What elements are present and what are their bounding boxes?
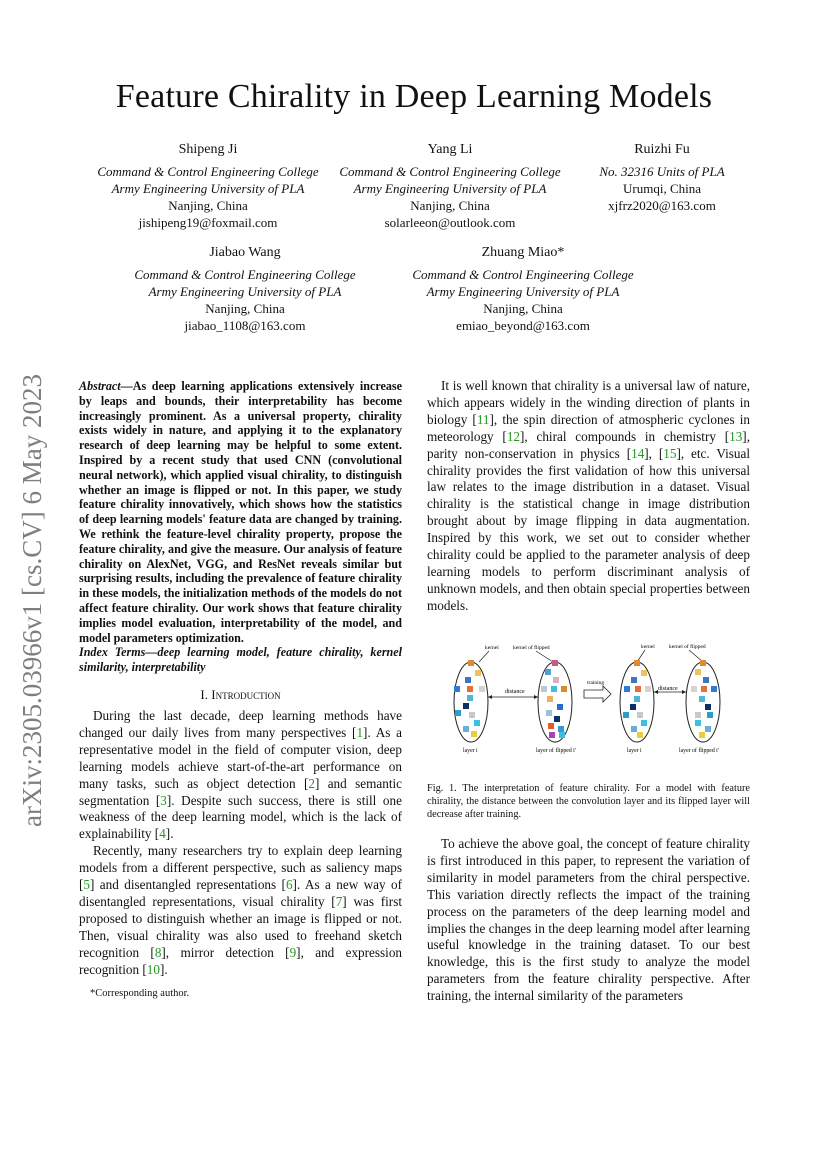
kernel-label: kernel <box>485 645 499 651</box>
citation-link[interactable]: 15 <box>663 445 677 461</box>
author-affiliation: No. 32316 Units of PLA <box>599 164 725 179</box>
paragraph: To achieve the above goal, the concept of feature chirality is first introduced in this paper, to represent the variation of similarity in model parameters from the chiral perspective. This variation directly reflects the impact of the training process on the parameters of the deep learning model and implies the changes in the deep learning model after learning useful knowledge in the training dataset. To our best knowledge, this is the first study to analyze the model parameters from the feature chirality perspective. After training, the internal similarity of the parameters <box>427 836 750 1004</box>
kernel-squares <box>454 660 485 737</box>
citation-link[interactable]: 1 <box>356 724 364 740</box>
text-run: ]. As a representative model in the field of computer vision, deep learning models achieve start-of-the-art performance on many tasks, such as object detection [ <box>79 724 402 791</box>
pointer-line <box>479 651 489 662</box>
text-run: ], [ <box>644 445 664 461</box>
text-run: ]. Despite such success, there is still one weakness of the deep learning model, which is the lack of explainability [ <box>79 792 402 842</box>
author-city: Urumqi, China <box>623 181 701 196</box>
layer-label: layer of flipped i' <box>679 748 719 754</box>
citation-link[interactable]: 12 <box>506 428 521 444</box>
author-affiliation: Command & Control Engineering College <box>412 267 634 282</box>
citation-link[interactable]: 9 <box>289 944 297 960</box>
author-name: Jiabao Wang <box>209 245 281 260</box>
training-label: training <box>587 680 605 686</box>
kernel-label: kernel <box>641 644 655 650</box>
arrow-head <box>488 695 492 699</box>
citation-link[interactable]: 11 <box>476 411 490 427</box>
author-city: Nanjing, China <box>483 301 563 316</box>
author-block <box>88 141 328 231</box>
author-name: Yang Li <box>427 142 473 157</box>
text-run: ], etc. Visual chirality provides the first validation of how this universal law relates to the image distribution in a dataset. Visual chirality is the statistical change in image distribution brought about by image flipping in data augmentation. Inspired by this work, we set out to consider whether chirality could be applied to the parameter analysis of deep learning models to perform discriminant analysis of unknown models, and then obtain special properties between models. <box>427 445 750 613</box>
arrow-head <box>682 690 686 694</box>
text-run: ], and expression recognition [ <box>79 944 403 977</box>
distance-label: distance <box>658 686 678 692</box>
author-affiliation: Command & Control Engineering College <box>97 164 319 179</box>
citation-link[interactable]: 13 <box>729 428 743 444</box>
pointer-line <box>536 651 553 662</box>
figure-caption: Fig. 1. The interpretation of feature chirality. For a model with feature chirality, the distance between the convolution layer and its flipped layer will decrease after training. <box>427 783 750 820</box>
citation-link[interactable]: 6 <box>285 877 293 893</box>
introduction-body <box>79 708 402 979</box>
layer-label: layer i <box>463 748 478 754</box>
text-run: ]. As a new way of disentangled representations, visual chirality [ <box>79 877 402 909</box>
citation-link[interactable]: 10 <box>146 961 160 977</box>
text-run: ] and semantic segmentation [ <box>79 775 402 808</box>
layer-ellipse <box>538 662 572 742</box>
citation-link[interactable]: 2 <box>308 775 315 791</box>
author-block <box>125 244 365 334</box>
author-email: xjfrz2020@163.com <box>608 198 716 213</box>
text-run: ]. <box>165 826 174 842</box>
kernel-squares <box>541 660 567 738</box>
citation-link[interactable]: 5 <box>83 877 90 893</box>
arxiv-stamp-text: arXiv:2305.03966v1 [cs.CV] 6 May 2023 <box>17 373 48 827</box>
text-run: ], mirror detection [ <box>161 944 290 960</box>
kernel-squares <box>623 660 651 738</box>
text-run: It is well known that chirality is a universal law of nature, which appears widely in the winding direction of plants in biology [ <box>427 378 750 427</box>
author-block <box>403 244 643 334</box>
layer-label: layer i <box>627 748 642 754</box>
text-run: Recently, many researchers try to explain deep learning models from a different perspective, such as saliency maps [ <box>79 843 402 893</box>
author-email: solarleeon@outlook.com <box>384 215 516 230</box>
text-run: ], chiral compounds in chemistry [ <box>520 428 730 444</box>
arxiv-stamp <box>10 360 55 840</box>
text-run: ] was first proposed to distinguish whether an image is flipped or not. Then, visual chirality was also used to freehand sketch recognition [ <box>79 893 402 960</box>
author-affiliation: Command & Control Engineering College <box>339 164 561 179</box>
author-affiliation: Army Engineering University of PLA <box>353 181 547 196</box>
right-column-paragraph <box>427 836 750 1005</box>
section-number: I. <box>200 687 208 702</box>
index-terms-label: Index Terms— <box>79 645 158 659</box>
text-run: ], parity non-conservation in physics [ <box>427 428 750 461</box>
author-affiliation: Army Engineering University of PLA <box>148 284 342 299</box>
layer-ellipse <box>454 662 488 742</box>
author-email: emiao_beyond@163.com <box>456 318 590 333</box>
author-block <box>572 141 752 214</box>
distance-label: distance <box>505 689 525 695</box>
author-name: Shipeng Ji <box>178 142 238 157</box>
footnote: *Corresponding author. <box>90 988 190 999</box>
paragraph <box>79 843 402 978</box>
paragraph <box>79 708 402 843</box>
kernel-squares <box>691 660 717 738</box>
citation-link[interactable]: 8 <box>154 944 162 960</box>
author-name: Ruizhi Fu <box>634 142 690 157</box>
author-city: Nanjing, China <box>410 198 490 213</box>
citation-link[interactable]: 7 <box>335 893 343 909</box>
paper-title: Feature Chirality in Deep Learning Models <box>115 78 713 115</box>
citation-link[interactable]: 3 <box>160 792 167 808</box>
abstract-text: As deep learning applications extensively increase by leaps and bounds, their interpretability has become increasingly prominent. As a universal property, chirality exists widely in nature, and applying it to the explanatory research of deep learning may be helpful to some extent. Inspired by a recent study that used CNN (convolutional neural network), which applied visual chirality, to distinguish whether an image is flipped or not. In this paper, we study feature chirality innovatively, which shows how the statistics of deep learning models' feature data are changed by training. We rethink the feature-level chirality property, propose the feature chirality, and give the measure. Our analysis of feature chirality on AlexNet, VGG, and ResNet reveals similar but surprising results, including the prevalence of feature chirality in these models, the initialization methods of the models do not affect feature chirality. Our work shows that feature chirality implies model evaluation, interpretability of the model, and model parameters optimization. <box>79 379 402 645</box>
paragraph <box>427 378 750 615</box>
figure-1-diagram <box>441 640 739 765</box>
text-run: ]. <box>159 961 168 977</box>
citation-link[interactable]: 4 <box>159 826 166 842</box>
section-heading <box>79 687 402 703</box>
author-email: jiabao_1108@163.com <box>184 318 306 333</box>
author-affiliation: Command & Control Engineering College <box>134 267 356 282</box>
author-affiliation: Army Engineering University of PLA <box>111 181 305 196</box>
text-run: During the last decade, deep learning methods have changed our daily lives from many perspectives [ <box>79 708 402 740</box>
training-arrow <box>584 686 611 702</box>
abstract <box>79 379 402 645</box>
text-run: ] and disentangled representations [ <box>90 877 286 893</box>
author-email: jishipeng19@foxmail.com <box>138 215 278 230</box>
author-block <box>330 141 570 231</box>
section-title: Introduction <box>211 687 281 702</box>
author-name: Zhuang Miao* <box>481 245 565 260</box>
index-terms-text: deep learning model, feature chirality, kernel similarity, interpretability <box>79 645 402 674</box>
kernel-flipped-label: kernel of flipped <box>513 645 550 651</box>
author-city: Nanjing, China <box>205 301 285 316</box>
abstract-label: Abstract— <box>79 379 133 393</box>
citation-link[interactable]: 14 <box>631 445 645 461</box>
arrow-head <box>534 695 538 699</box>
layer-label: layer of flipped i' <box>536 748 576 754</box>
author-affiliation: Army Engineering University of PLA <box>426 284 620 299</box>
author-city: Nanjing, China <box>168 198 248 213</box>
kernel-flipped-label: kernel of flipped <box>669 644 706 650</box>
index-terms <box>79 645 402 675</box>
right-column-paragraph <box>427 378 750 615</box>
text-run: ], the spin direction of atmospheric cyclones in meteorology [ <box>427 411 750 444</box>
